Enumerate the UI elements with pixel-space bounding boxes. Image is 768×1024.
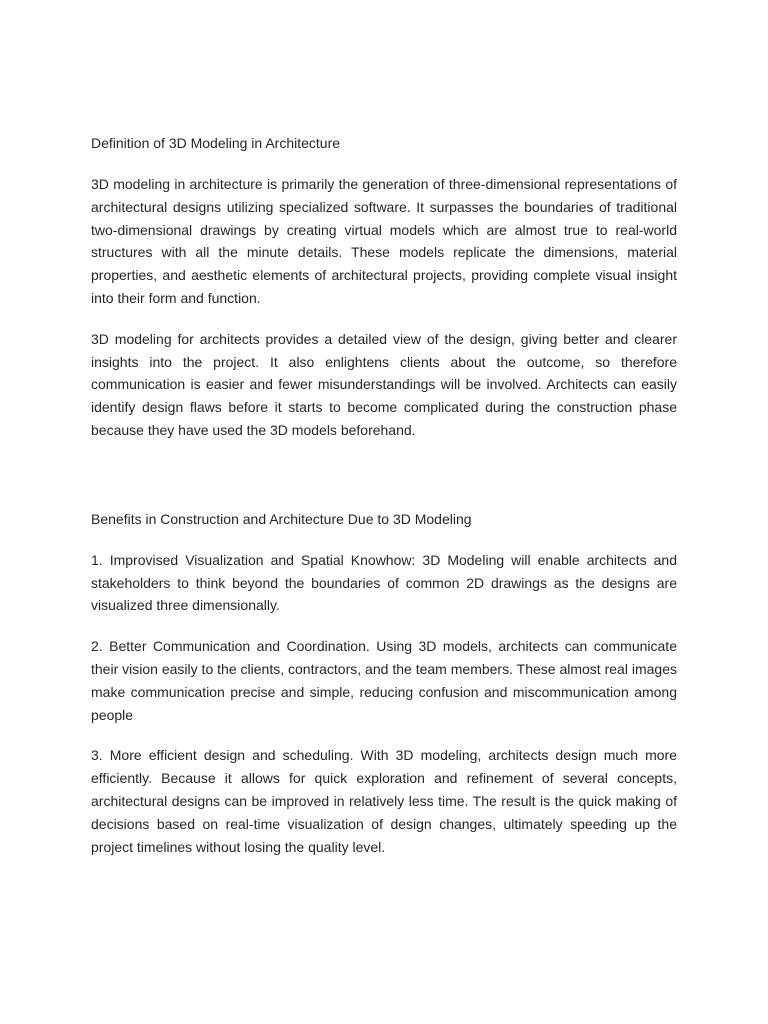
section-spacer xyxy=(91,460,677,508)
paragraph: 3D modeling for architects provides a detailed view of the design, giving better and clearer insights into the project. It also enlightens clients about the outcome, so therefore communication is easier and fewer misunderstandings will be involved. Architects can easily identify design flaws before it starts to become complicated during the construction phase because they have used the 3D models beforehand. xyxy=(91,330,677,438)
paragraph: 3D modeling in architecture is primarily the generation of three-dimensional representations of architectural designs utilizing specialized software. It surpasses the boundaries of traditional two-dimensional drawings by creating virtual models which are almost true to real-world structures with all the minute details. These models replicate the dimensions, material properties, and aesthetic elements of architectural projects, providing complete visual insight into their form and function. xyxy=(91,176,677,306)
list-item: 2. Better Communication and Coordination. Using 3D models, architects can communicate their vision easily to the clients, contractors, and the team members. These almost real images make communication precise and simple, reducing confusion and miscommunication among people xyxy=(91,638,677,723)
list-item: 3. More efficient design and scheduling. With 3D modeling, architects design much more efficiently. Because it allows for quick exploration and refinement of several concepts, architectural designs can be improved in relatively less time. The result is the quick making of decisions based on real-time visualization of design changes, ultimately speeding up the project timelines without losing the quality level. xyxy=(91,747,677,855)
definition-section xyxy=(91,132,677,442)
section-heading: Benefits in Construction and Architecture Due to 3D Modeling xyxy=(91,510,472,527)
benefits-section xyxy=(91,508,677,859)
list-item: 1. Improvised Visualization and Spatial Knowhow: 3D Modeling will enable architects and stakeholders to think beyond the boundaries of common 2D drawings as the designs are visualized three dimensionally. xyxy=(91,551,677,614)
section-heading: Definition of 3D Modeling in Architecture xyxy=(91,135,341,151)
document-page xyxy=(91,132,677,876)
